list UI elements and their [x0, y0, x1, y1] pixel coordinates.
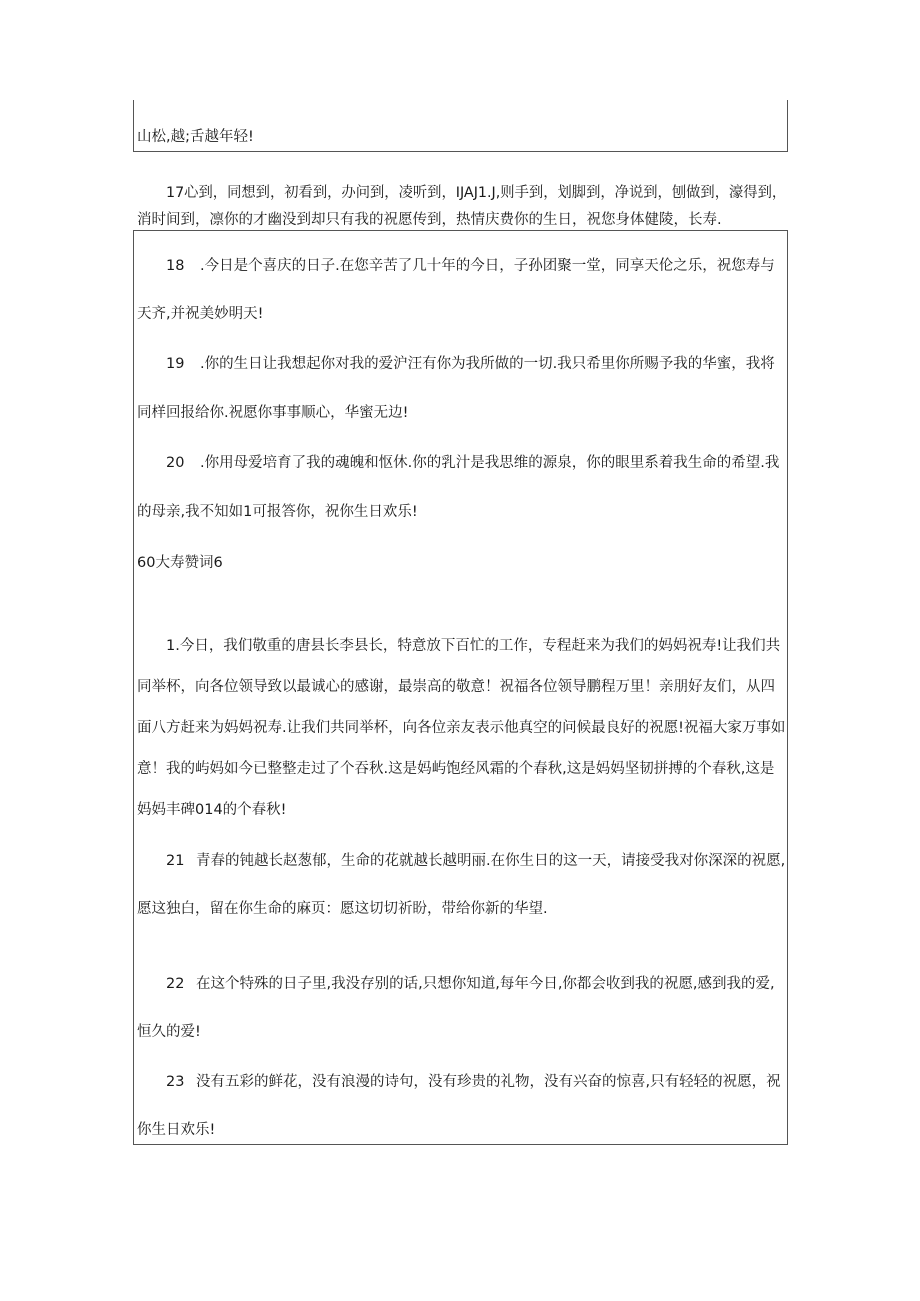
paragraph-19-number: 19 — [166, 356, 185, 372]
top-box-line: 山松,越;舌越年轻! — [137, 129, 254, 145]
paragraph-21-line-2: 愿这独白，留在你生命的麻页：愿这切切祈盼，带给你新的华望. — [137, 901, 548, 917]
paragraph-1-line-1: 1.今日，我们敬重的唐县长李县长，特意放下百忙的工作，专程赶来为我们的妈妈祝寿!让我们共 — [166, 638, 781, 654]
paragraph-19-line-1: .你的生日让我想起你对我的爱沪汪有你为我所做的一切.我只希里你所赐予我的华蜜，我将 — [200, 356, 775, 372]
paragraph-18-line-2: 天齐,并祝美妙明天! — [137, 306, 264, 322]
paragraph-1-line-2: 同举杯，向各位领导致以最诚心的感谢，最崇高的敬意！祝福各位领导鹏程万里！亲朋好友们，从四 — [137, 679, 775, 695]
paragraph-20-line-1: .你用母爱培育了我的魂魄和怄休.你的乳汁是我思维的源泉，你的眼里系着我生命的希望.我 — [200, 455, 780, 471]
paragraph-1-line-4: 意！我的屿妈如今已整整走过了个吞秋.这是妈屿饱经风霜的个春秋,这是妈妈坚韧拼搏的个春秋,这是 — [137, 761, 775, 777]
paragraph-21-number: 21 — [166, 853, 185, 869]
paragraph-1-line-5: 妈妈丰碑014的个春秋! — [137, 802, 287, 818]
paragraph-22-number: 22 — [166, 976, 185, 992]
paragraph-20-number: 20 — [166, 455, 185, 471]
paragraph-18-number: 18 — [166, 258, 185, 274]
section-heading: 60大寿赞词6 — [137, 555, 223, 571]
paragraph-1-line-3: 面八方赶来为妈妈祝寿.让我们共同举杯，向各位亲友表示他真空的问候最良好的祝愿!祝福大家万事如 — [137, 720, 786, 736]
paragraph-17-line-2: 消时间到，凛你的才幽没到却只有我的祝愿传到，热情庆费你的生日，祝您身体健陵，长寿. — [137, 212, 722, 228]
paragraph-22-line-2: 恒久的爱! — [137, 1024, 201, 1040]
paragraph-19-line-2: 同样回报给你.祝愿你事事顺心，华蜜无边! — [137, 405, 409, 421]
paragraph-20-line-2: 的母亲,我不知如1可报答你，祝你生日欢乐! — [137, 504, 418, 520]
paragraph-23-number: 23 — [166, 1074, 185, 1090]
paragraph-17-line-1: 17心到，同想到，初看到，办问到，凌听到，IJAJ1.J,则手到，划脚到，净说到，刨做到，濠得到， — [166, 185, 787, 201]
paragraph-23-line-1: 没有五彩的鲜花，没有浪漫的诗句，没有珍贵的礼物，没有兴奋的惊喜,只有轻轻的祝愿，祝 — [196, 1074, 781, 1090]
paragraph-22-line-1: 在这个特殊的日子里,我没存别的话,只想你知道,每年今日,你都会收到我的祝愿,感到我的爱, — [196, 976, 775, 992]
paragraph-18-line-1: .今日是个喜庆的日子.在您辛苦了几十年的今日，子孙团聚一堂，同享天伦之乐，祝您寿与 — [200, 258, 775, 274]
paragraph-21-line-1: 青春的钝越长赵葱郁，生命的花就越长越明丽.在你生日的这一天，请接受我对你深深的祝愿, — [196, 853, 786, 869]
paragraph-23-line-2: 你生日欢乐! — [137, 1122, 216, 1138]
